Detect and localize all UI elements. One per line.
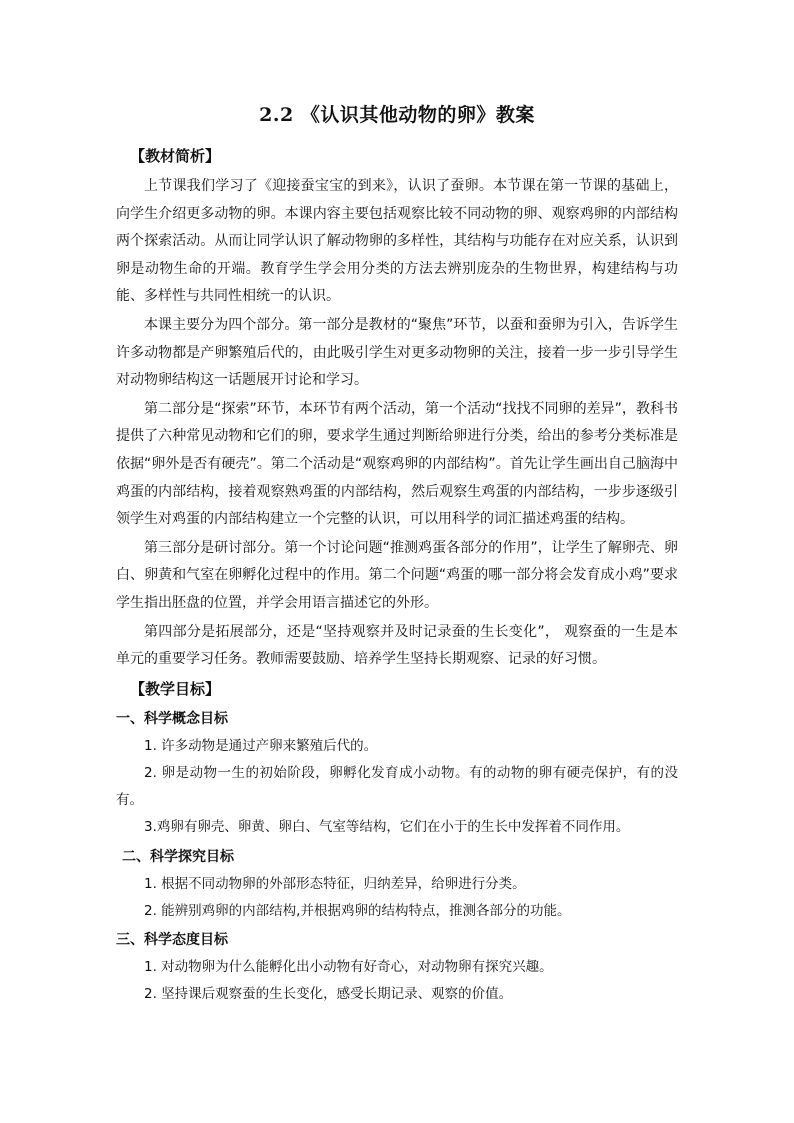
document-body: [116, 142, 678, 1008]
document-title: 2.2 《认识其他动物的卵》教案: [259, 104, 535, 126]
analysis-paragraph-4: 第三部分是研讨部分。第一个讨论问题“推测鸡蛋各部分的作用”，让学生了解卵壳、卵白、卵黄和气室在卵孵化过程中的作用。第二个问题“鸡蛋的哪一部分将会发育成小鸡”要求学生指出胚盘的位置，并学会用语言描述它的外形。: [116, 539, 678, 611]
analysis-paragraph-3: 第二部分是“探索”环节，本环节有两个活动，第一个活动“找找不同卵的差异”，教科书提供了六种常见动物和它们的卵，要求学生通过判断给卵进行分类，给出的参考分类标准是依据“卵外是否有硬壳”。第二个活动是“观察鸡卵的内部结构”。首先让学生画出自己脑海中鸡蛋的内部结构，接着观察熟鸡蛋的内部结构，然后观察生鸡蛋的内部结构，一步步逐级引领学生对鸡蛋的内部结构建立一个完整的认识，可以用科学的词汇描述鸡蛋的结构。: [116, 400, 678, 528]
goal-concept-item: 1. 许多动物是通过产卵来繁殖后代的。: [144, 737, 378, 754]
goal-concept-item: 2. 卵是动物一生的初始阶段，卵孵化发育成小动物。有的动物的卵有硬壳保护，有的没有。: [116, 764, 678, 809]
analysis-heading: 【教材简析】: [130, 147, 221, 165]
goal-concept-item: 3.鸡卵有卵壳、卵黄、卵白、气室等结构，它们在小于的生长中发挥着不同作用。: [144, 819, 630, 836]
goal-concept-title: 一、科学概念目标: [116, 710, 228, 727]
goal-attitude-item: 2. 坚持课后观察蚕的生长变化，感受长期记录、观察的价值。: [144, 986, 513, 1003]
goal-inquiry-title: 二、科学探究目标: [122, 848, 234, 865]
goal-attitude-title: 三、科学态度目标: [116, 931, 228, 948]
goal-inquiry-item: 2. 能辨别鸡卵的内部结构,并根据鸡卵的结构特点，推测各部分的功能。: [144, 902, 571, 919]
goal-inquiry-item: 1. 根据不同动物卵的外部形态特征，归纳差异，给卵进行分类。: [144, 875, 526, 892]
goal-attitude-item: 1. 对动物卵为什么能孵化出小动物有好奇心，对动物卵有探究兴趣。: [144, 958, 553, 975]
goals-heading: 【教学目标】: [130, 679, 221, 698]
analysis-paragraph-5: 第四部分是拓展部分，还是“坚持观察并及时记录蚕的生长变化”， 观察蚕的一生是本单元的重要学习任务。教师需要鼓励、培养学生坚持长期观察、记录的好习惯。: [116, 623, 678, 668]
analysis-paragraph-1: 上节课我们学习了《迎接蚕宝宝的到来》，认识了蚕卵。本节课在第一节课的基础上，向学生介绍更多动物的卵。本课内容主要包括观察比较不同动物的卵、观察鸡卵的内部结构两个探索活动。从而让同学认识了解动物卵的多样性，其结构与功能存在对应关系，认识到卵是动物生命的开端。教育学生学会用分类的方法去辨别庞杂的生物世界，构建结构与功能、多样性与共同性相统一的认识。: [116, 178, 678, 305]
analysis-paragraph-2: 本课主要分为四个部分。第一部分是教材的“聚焦”环节，以蚕和蚕卵为引入，告诉学生许多动物都是产卵繁殖后代的，由此吸引学生对更多动物卵的关注，接着一步一步引导学生对动物卵结构这一话题展开讨论和学习。: [116, 316, 678, 389]
